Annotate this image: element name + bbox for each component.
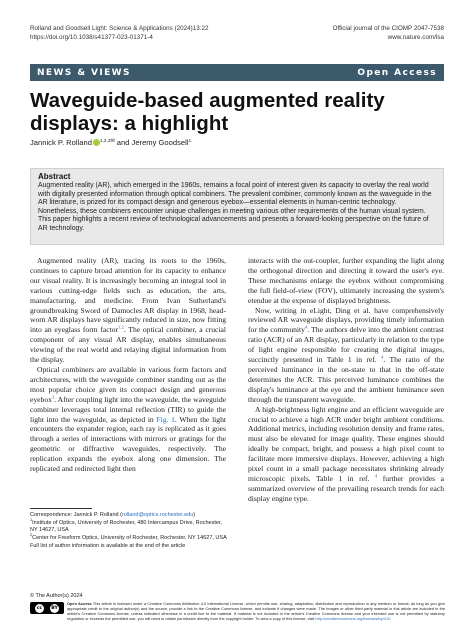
body-paragraph: Now, writing in eLight, Ding et al. have comprehensively reviewed AR waveguide displays, providing timely information for the community$^4$. The authors delve into the ambient contrast ratio (ACR) of an AR display, particularly in relation to the type of light engine responsible for creating the digital images, succinctly presented in Table 1 in ref. $^4$. The ratio of the perceived luminance in the on-state to that in the off-state determines the ACR. This perceived luminance combines the display's luminance at the eye and the ambient luminance seen through the transparent waveguide. <box>248 305 444 404</box>
open-access-label: Open Access <box>357 67 437 78</box>
section-banner <box>30 64 444 81</box>
body-paragraph: interacts with the out-coupler, further expanding the light along the orthogonal direction and directing it toward the user's eye. These mechanisms enlarge the eyebox without compromising the full field-of-view (FOV), ultimately increasing the system's etendue at the expense of displayed brightness. <box>248 256 444 305</box>
correspondence-email-link[interactable]: rolland@optics.rochester.edu <box>121 512 194 518</box>
reference-link[interactable]: 3 <box>51 394 55 400</box>
author-affiliation-marker: 1,2,3✉ <box>99 139 115 144</box>
footnote-divider <box>30 508 92 509</box>
body-paragraph: Augmented reality (AR), tracing its roots to the 1960s, continues to capture broad attention for its capacity to enhance our visual reality. It is increasingly becoming an integral tool in various cutting-edge fields such as education, the arts, manufacturing, and medicine. From Ivan Sutherland's groundbreaking Sword of Damocles AR display in 1968, head-worn AR displays have significantly reduced in size, now fitting into an eyeglass form factor$^{1,2}$. The optical combiner, a crucial component of any visual AR display, enables simultaneous viewing of the real world and relaying digital information from the display. <box>30 256 226 365</box>
article-title: Waveguide-based augmented reality displays: a highlight <box>30 89 385 135</box>
journal-citation: Rolland and Goodsell Light: Science & Applications (2024)13:22 <box>30 25 209 32</box>
running-header-right <box>333 24 444 42</box>
reference-link[interactable]: 1,2 <box>118 324 124 330</box>
figure-link[interactable]: Fig. 1 <box>156 414 175 424</box>
cc-by-badge[interactable] <box>30 602 64 614</box>
reference-link[interactable]: 4 <box>304 324 308 330</box>
affiliation-note: $^1$Institute of Optics, University of Rochester, 480 Intercampus Drive, Rochester, NY 14627, USA <box>30 517 222 534</box>
reference-link[interactable]: 4 <box>374 473 378 479</box>
body-paragraph: Optical combiners are available in various form factors and architectures, with the waveguide combiner standing out as the most popular choice given its compact design and generous eyebox$^3$. After coupling light into the waveguide, the waveguide combiner leverages total internal reflection (TIR) to guide the light into the waveguide, as depicted in Fig. 1. When the light encounters the expander region, each ray is replicated as it goes through a series of interactions with mirrors or gratings for the geometric or diffractive waveguides, respectively. The replication expands the eyebox along one dimension. The replicated and redirected light then <box>30 364 226 474</box>
abstract-text: Augmented reality (AR), which emerged in the 1960s, remains a focal point of interest given its capacity to overlay the real world with digitally presented information through optical combiners. The prevalent combiner, commonly known as the waveguide in the AR literature, is prized for its compact design and generous eyebox—essential elements in human-centric technology. Nonetheless, these combiners encounter unique challenges in meeting various other requirements of the human visual system. This paper highlights a recent review of technological advancements and presents a forward-looking perspective on the future of AR technology. <box>38 182 432 232</box>
body-column-left <box>30 256 226 474</box>
doi-link[interactable]: https://doi.org/10.1038/s41377-023-01371-4 <box>30 34 153 41</box>
orcid-icon[interactable] <box>93 139 100 146</box>
author-name[interactable]: Jannick P. Rolland <box>30 138 92 147</box>
license-heading: Open Access <box>67 601 92 606</box>
author-name[interactable]: Jeremy Goodsell <box>131 138 189 147</box>
reference-link[interactable]: 4 <box>381 354 384 360</box>
attribution-icon: BY <box>51 605 58 611</box>
author-list <box>30 138 191 147</box>
copyright-line: © The Author(s) 2024 <box>30 593 83 599</box>
author-separator: and <box>114 138 132 147</box>
running-header-left <box>30 24 209 42</box>
body-column-right <box>248 256 444 504</box>
journal-website-link[interactable]: www.nature.com/lsa <box>387 34 444 41</box>
section-label: NEWS & VIEWS <box>37 67 131 78</box>
license-url-link[interactable]: http://creativecommons.org/licenses/by/4.0/ <box>315 616 391 622</box>
correspondence-note: Correspondence: Jannick P. Rolland (rolland@optics.rochester.edu) <box>30 512 196 518</box>
journal-affiliation: Official journal of the CIOMP 2047-7538 <box>332 25 444 32</box>
author-affiliation-marker: 1 <box>188 139 192 144</box>
body-paragraph: A high-brightness light engine and an efficient waveguide are crucial to achieve a high ACR under bright ambient conditions. Additional metrics, including resolution density and frame rates, must also be elevated for image quality. These engines should ideally be compact, bright, and possess a high pixel count to facilitate more immersive displays. However, achieving a high pixel count in a small package necessitates shrinking already microscopic pixels. Table 1 in ref. $^4$ further provides a summarized overview of the prevailing research trends for each display engine type. <box>248 404 444 503</box>
creative-commons-icon: cc <box>36 605 43 611</box>
footnotes <box>30 512 230 551</box>
author-info-note: Full list of author information is available at the end of the article <box>30 542 186 549</box>
license-text: Open Access This article is licensed under a Creative Commons Attribution 4.0 International License, which permits use, sharing, adaptation, distribution and reproduction in any medium or format, as long as you give appropriate credit to the original author(s) and the source, provide a link to the Creative Commons license, and indicate if changes were made. The images or other third party material in this article are included in the article's Creative Commons license, unless indicated otherwise in a credit line to the material. If material is not included in the article's Creative Commons license and your intended use is not permitted by statutory regulation or exceeds the permitted use, you will need to obtain permission directly from the copyright holder. To view a copy of this license, visit http://creativecommons.org/licenses/by/4.0/. <box>67 601 446 622</box>
affiliation-note: $^2$Center for Freeform Optics, University of Rochester, Rochester, NY 14627, USA <box>30 533 227 542</box>
abstract-heading: Abstract <box>38 172 71 181</box>
abstract-box <box>30 168 444 245</box>
